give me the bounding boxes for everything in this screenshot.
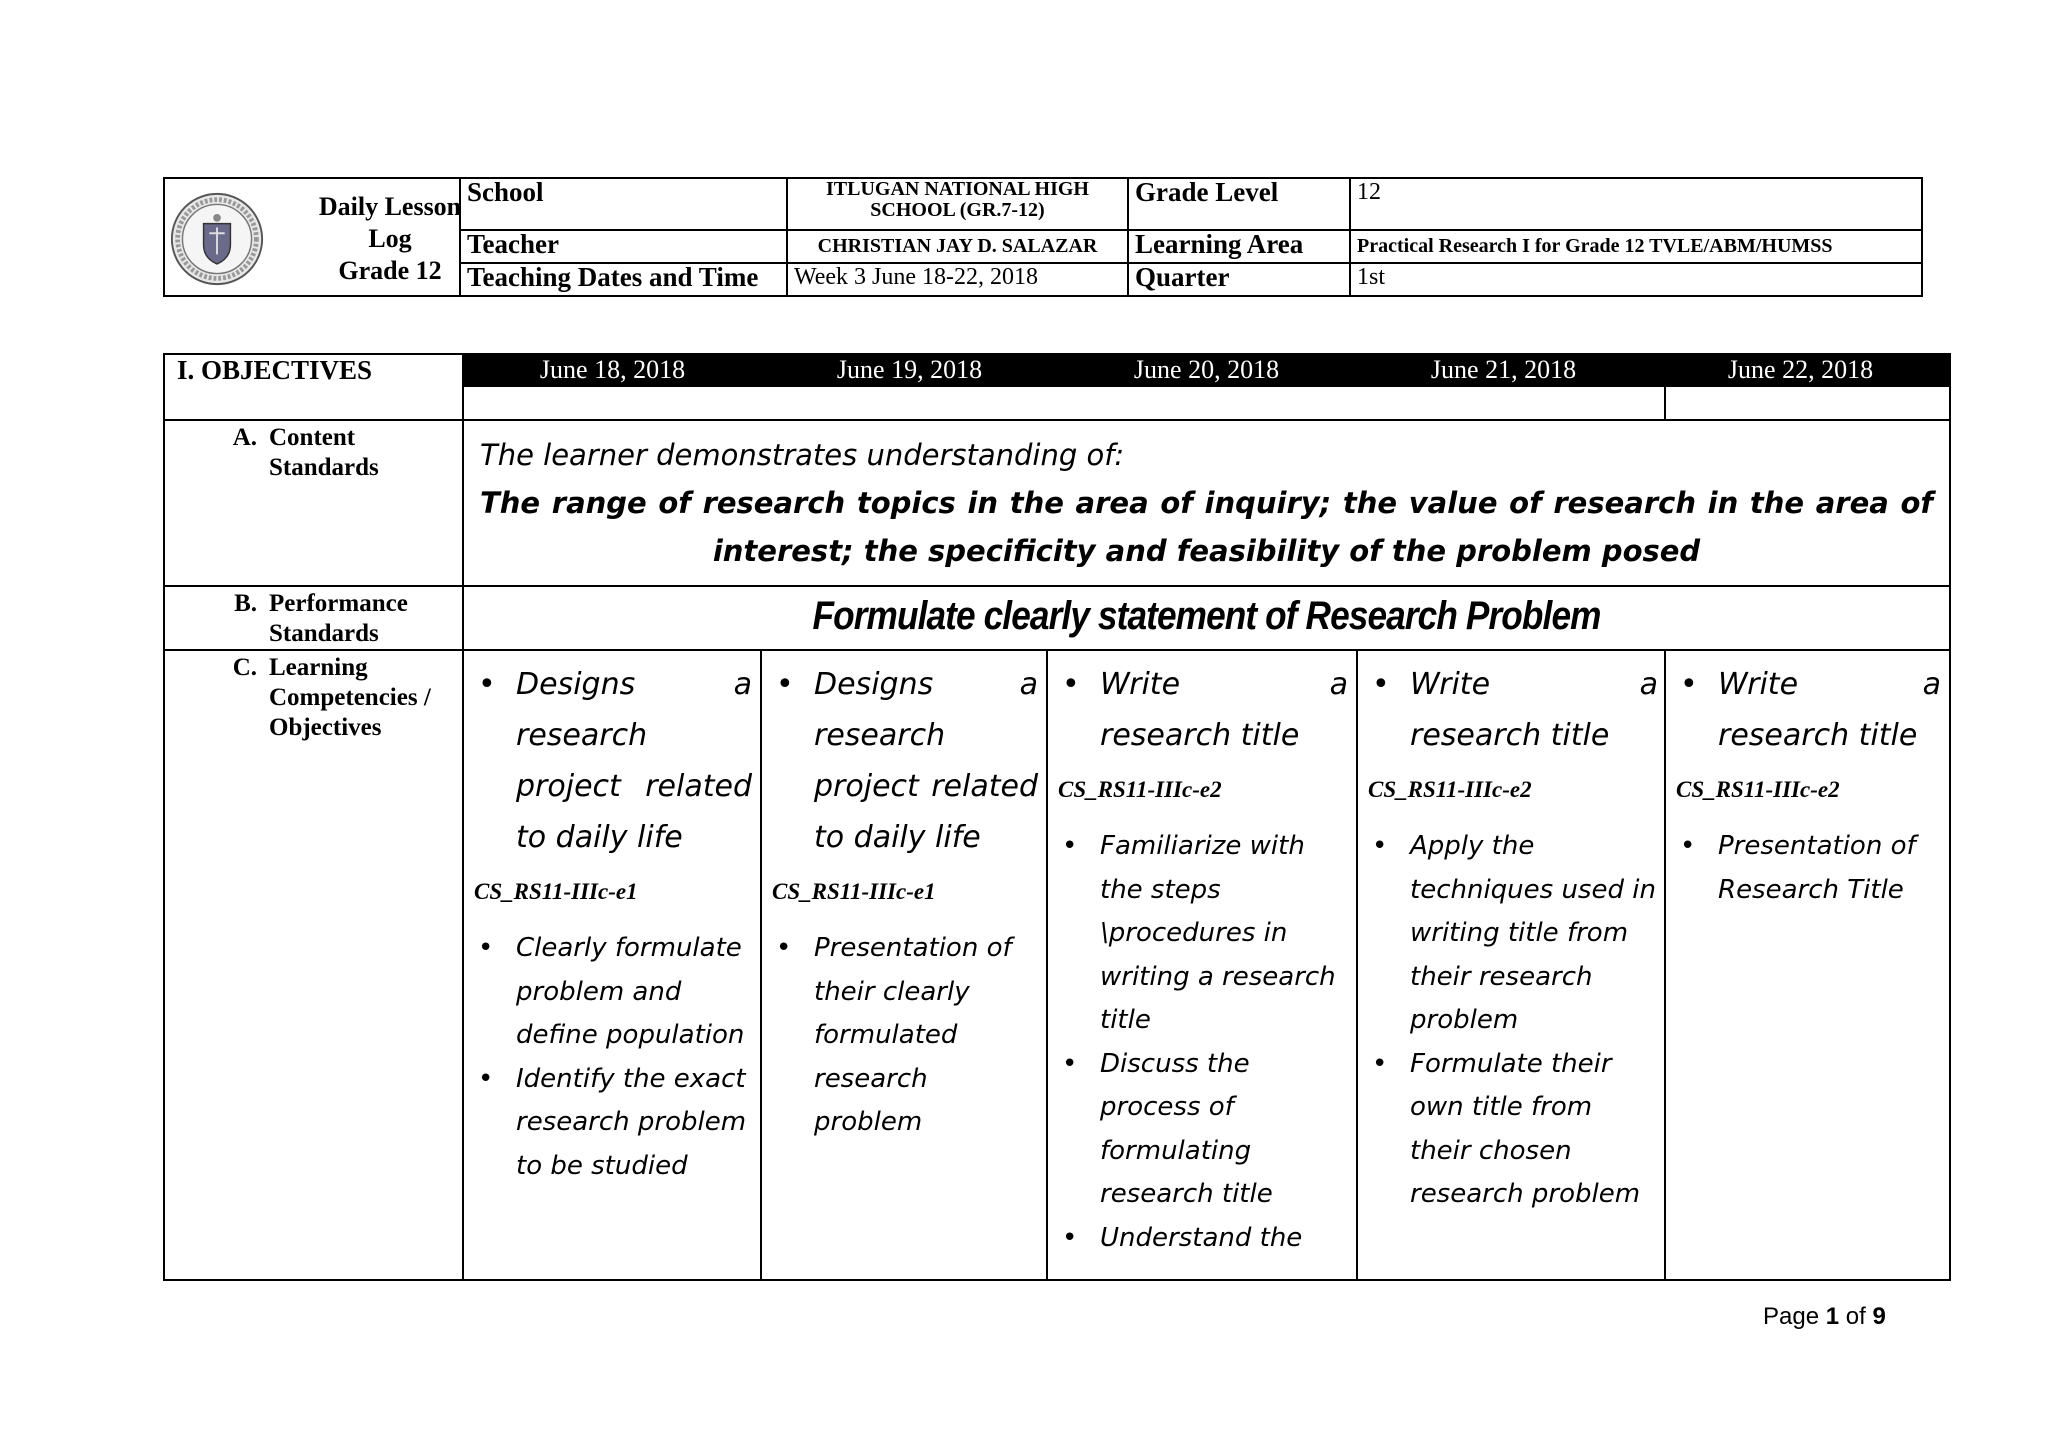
date-day-2: June 19, 2018 — [836, 355, 983, 384]
competency-code: CS_RS11-IIIc-e2 — [1058, 777, 1222, 802]
competency-day-3-4 — [1047, 650, 1665, 1280]
list-item: • Apply the techniques used in writing title from their research problem — [1368, 825, 1658, 1043]
objectives-table — [163, 353, 1951, 1281]
list-item: • Familiarize with the steps \procedures in writing a research title — [1058, 825, 1348, 1043]
performance-standards-text: Formulate clearly statement of Research Problem — [552, 586, 1861, 650]
competency-day-2 — [761, 650, 1047, 1280]
competency-code: CS_RS11-IIIc-e1 — [772, 879, 936, 904]
blank-cell — [1665, 386, 1950, 420]
quarter-value: 1st — [1350, 263, 1922, 296]
objectives-heading: I. OBJECTIVES — [164, 354, 463, 420]
content-standards-text: The learner demonstrates understanding of: The range of research topics in the area of inquiry; the value of research in the area of interest; the specificity and feasibility of the problem posed — [463, 420, 1950, 586]
dates-value: Week 3 June 18-22, 2018 — [787, 263, 1128, 296]
list-item: • Identify the exact research problem to be studied — [474, 1058, 752, 1189]
competency-day-4 — [1357, 651, 1666, 1279]
main-objective: • Write a research title — [1058, 659, 1348, 761]
date-day-5: June 22, 2018 — [1727, 355, 1874, 384]
list-item: • Clearly formulate problem and define population — [474, 927, 752, 1058]
competency-day-5 — [1665, 650, 1950, 1280]
competency-code: CS_RS11-IIIc-e2 — [1676, 777, 1840, 802]
main-objective: • Write a research title — [1676, 659, 1941, 761]
list-item: • Presentation of their clearly formulated research problem — [772, 927, 1038, 1145]
dll-title: Daily Lesson Log Grade 12 — [318, 192, 462, 285]
deped-seal-icon — [169, 191, 265, 287]
list-item: • Discuss the process of formulating research title — [1058, 1043, 1348, 1217]
teacher-value: CHRISTIAN JAY D. SALAZAR — [787, 230, 1128, 264]
main-objective: • Designs a research project related to daily life — [772, 659, 1038, 863]
competency-code: CS_RS11-IIIc-e2 — [1368, 777, 1532, 802]
grade-level-value: 12 — [1350, 178, 1922, 230]
school-label: School — [460, 178, 787, 230]
date-day-3: June 20, 2018 — [1133, 355, 1280, 384]
competencies-label: C. Learning Competencies / Objectives — [164, 650, 463, 1280]
page-number: Page 1 of 9 — [1763, 1303, 1886, 1330]
list-item: • Presentation of Research Title — [1676, 825, 1941, 912]
date-day-1: June 18, 2018 — [539, 355, 686, 384]
main-objective: • Write a research title — [1368, 659, 1658, 761]
dates-bar — [463, 354, 1950, 386]
competency-code: CS_RS11-IIIc-e1 — [474, 879, 638, 904]
content-standards-label: A. Content Standards — [164, 420, 463, 586]
header-table — [163, 177, 1923, 297]
date-day-4: June 21, 2018 — [1430, 355, 1577, 384]
learning-area-value: Practical Research I for Grade 12 TVLE/ABM/HUMSS — [1350, 230, 1922, 264]
competency-day-3 — [1048, 651, 1357, 1279]
list-item: • Formulate their own title from their chosen research problem — [1368, 1043, 1658, 1217]
performance-standards-label: B. Performance Standards — [164, 586, 463, 650]
quarter-label: Quarter — [1128, 263, 1350, 296]
teacher-label: Teacher — [460, 230, 787, 264]
main-objective: • Designs a research project related to daily life — [474, 659, 752, 863]
competency-day-1 — [463, 650, 761, 1280]
school-value: ITLUGAN NATIONAL HIGH SCHOOL (GR.7-12) — [787, 178, 1128, 230]
dates-label: Teaching Dates and Time — [460, 263, 787, 296]
list-item: • Understand the — [1058, 1217, 1348, 1261]
header-logo-cell — [164, 178, 460, 296]
grade-level-label: Grade Level — [1128, 178, 1350, 230]
learning-area-label: Learning Area — [1128, 230, 1350, 264]
blank-cell — [463, 386, 1665, 420]
